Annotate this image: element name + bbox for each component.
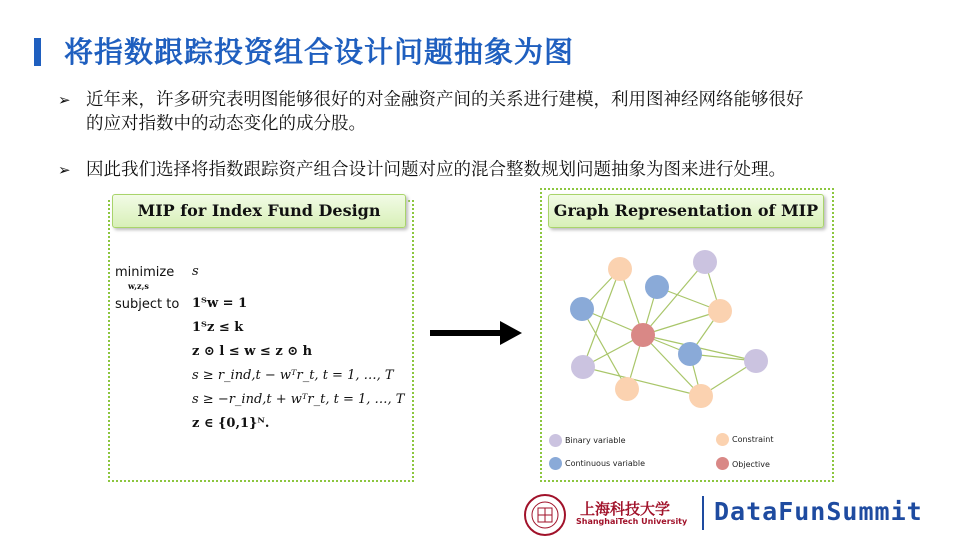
continuous-variable-node: [645, 275, 669, 299]
objective-node: [631, 323, 655, 347]
legend-objective-swatch: [716, 457, 729, 470]
constraint-6: z ∈ {0,1}ᴺ.: [192, 416, 270, 431]
constraint-node: [689, 384, 713, 408]
bullet-1-line-1: 近年来，许多研究表明图能够很好的对金融资产间的关系进行建模，利用图神经网络能够很好: [86, 90, 804, 110]
continuous-variable-node: [570, 297, 594, 321]
minimize-label: minimize: [115, 265, 175, 280]
legend-constraint-label: Constraint: [732, 435, 774, 444]
legend-constraint-swatch: [716, 433, 729, 446]
bullet-1: [58, 88, 804, 136]
binary-variable-node: [571, 355, 595, 379]
university-seal-logo: [523, 493, 567, 537]
graph-panel-heading: Graph Representation of MIP: [548, 194, 824, 228]
constraint-node: [615, 377, 639, 401]
legend-objective-label: Objective: [732, 460, 770, 469]
bullet-2-line-1: 因此我们选择将指数跟踪资产组合设计问题对应的混合整数规划问题抽象为图来进行处理。: [86, 160, 786, 180]
brand-logo-text: DataFunSummit: [714, 497, 923, 526]
arrow-bullet-icon: ➢: [58, 91, 71, 109]
arrow-bullet-icon: ➢: [58, 161, 71, 179]
mip-panel-heading: MIP for Index Fund Design: [112, 194, 406, 228]
minimize-subscript: w,z,s: [128, 281, 149, 291]
binary-variable-node: [693, 250, 717, 274]
page-title: 将指数跟踪投资组合设计问题抽象为图: [64, 35, 575, 69]
mip-panel: [108, 200, 414, 482]
constraint-node: [708, 299, 732, 323]
binary-variable-node: [744, 349, 768, 373]
legend-continuous-swatch: [549, 457, 562, 470]
continuous-variable-node: [678, 342, 702, 366]
legend-binary-label: Binary variable: [565, 436, 626, 445]
title-accent-bar: [34, 38, 41, 66]
objective-expression: s: [192, 264, 199, 279]
bullet-2: [58, 158, 786, 182]
constraint-4: s ≥ r_ind,t − wᵀr_t, t = 1, …, T: [192, 368, 394, 383]
bullet-1-line-2: 的应对指数中的动态变化的成分股。: [86, 114, 366, 134]
university-name-en: ShanghaiTech University: [576, 517, 688, 526]
graph-edges: [582, 262, 756, 396]
constraint-2: 1ᵀz ≤ k: [192, 320, 244, 335]
constraint-1: 1ᵀw = 1: [192, 296, 248, 311]
constraint-5: s ≥ −r_ind,t + wᵀr_t, t = 1, …, T: [192, 392, 405, 407]
constraint-node: [608, 257, 632, 281]
logo-divider: [702, 496, 704, 530]
transform-arrow-icon: [428, 318, 524, 348]
legend-continuous-label: Continuous variable: [565, 459, 645, 468]
mip-graph: [540, 230, 830, 430]
university-name-cn: 上海科技大学: [580, 500, 671, 518]
subject-to-label: subject to: [115, 297, 180, 312]
legend-binary-swatch: [549, 434, 562, 447]
constraint-3: z ⊙ l ≤ w ≤ z ⊙ h: [192, 344, 313, 359]
